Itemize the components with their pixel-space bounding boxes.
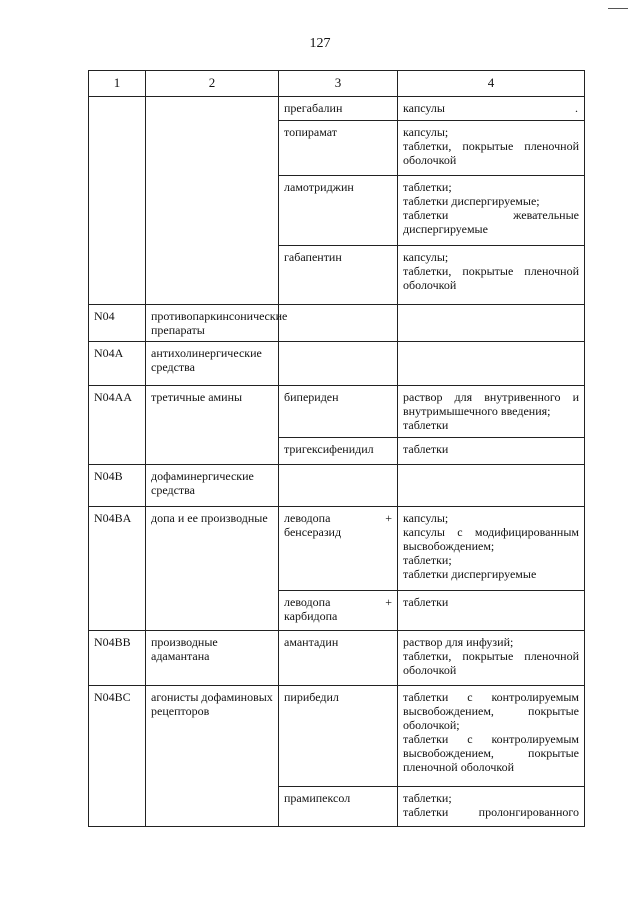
drug-cell: габапентин [279,246,398,305]
forms-cell [398,787,585,827]
atc-code-cell: N04B [89,465,146,507]
forms-cell [398,686,585,787]
forms-cell [398,176,585,246]
page-number: 127 [309,36,331,51]
group-cell: третичные амины [146,386,279,465]
table-row [89,342,585,386]
forms-cell [398,97,585,121]
group-cell: производные адамантана [146,631,279,686]
form-line: таблетки с контролируемым [403,732,579,746]
atc-code-cell: N04BC [89,686,146,827]
group-cell: антихолинергические средства [146,342,279,386]
form-line: таблетки диспергируемые; [403,194,540,208]
drug-cell: ламотриджин [279,176,398,246]
drug-cell: леводопа + карбидопа [279,591,398,631]
forms-cell [398,342,585,386]
form-line: таблетки, покрытые пленочной [403,139,579,153]
drug-cell: прамипексол [279,787,398,827]
header-col-3: 3 [279,71,398,97]
group-cell: дофаминергические средства [146,465,279,507]
form-line: оболочкой [403,153,457,167]
form-line: раствор для внутривенного и [403,390,579,404]
form-line: таблетки [403,418,449,432]
header-col-4: 4 [398,71,585,97]
atc-code-cell: N04 [89,305,146,342]
corner-mark [608,8,628,9]
atc-code-cell [89,97,146,305]
table-row [89,686,585,787]
table-row [89,507,585,591]
atc-code-cell: N04BB [89,631,146,686]
form-line: таблетки с контролируемым [403,690,579,704]
header-col-2: 2 [146,71,279,97]
forms-cell [398,386,585,438]
drug-cell [279,342,398,386]
atc-code-cell: N04BA [89,507,146,631]
drug-cell: топирамат [279,121,398,176]
group-cell: допа и ее производные [146,507,279,631]
form-line: оболочкой [403,278,457,292]
form-line: капсулы; [403,125,449,139]
form-line: таблетки [403,595,449,609]
group-cell: противопаркинсоничеcкие препараты [146,305,279,342]
form-line: высвобождением; [403,539,495,553]
form-line: таблетки; [403,791,452,805]
form-line: таблетки жевательные [403,208,579,222]
table-row [89,305,585,342]
forms-cell [398,438,585,465]
form-line: таблетки, покрытые пленочной [403,264,579,278]
form-line: оболочкой; [403,718,460,732]
drug-cell: прегабалин [279,97,398,121]
form-line: диспергируемые [403,222,488,236]
drug-cell [279,305,398,342]
drug-cell: бипериден [279,386,398,438]
table-row [89,631,585,686]
form-line: оболочкой [403,663,457,677]
form-line: таблетки; [403,180,452,194]
forms-cell [398,591,585,631]
forms-cell [398,246,585,305]
form-line: высвобождением, покрытые [403,746,579,760]
forms-cell [398,465,585,507]
header-col-1: 1 [89,71,146,97]
drug-cell: амантадин [279,631,398,686]
drug-cell: тригексифенидил [279,438,398,465]
forms-cell [398,121,585,176]
group-cell [146,97,279,305]
drug-cell [279,465,398,507]
trailing-mark: . [575,101,578,115]
form-line: капсулы; [403,250,449,264]
table-row [89,386,585,438]
form-line: капсулы с модифицированным [403,525,579,539]
atc-code-cell: N04A [89,342,146,386]
drug-cell: леводопа + бенсеразид [279,507,398,591]
form-line: таблетки; [403,553,452,567]
form-line: пленочной оболочкой [403,760,515,774]
atc-code-cell: N04AA [89,386,146,465]
form-line: высвобождением, покрытые [403,704,579,718]
forms-cell [398,507,585,591]
form-line: таблетки, покрытые пленочной [403,649,579,663]
table-header-row [89,71,585,97]
form-line: раствор для инфузий; [403,635,514,649]
form-line: капсулы; [403,511,449,525]
table-row [89,97,585,121]
form-line: внутримышечного введения; [403,404,551,418]
table-row [89,465,585,507]
form-line: капсулы [403,101,445,115]
forms-cell [398,631,585,686]
drug-cell: пирибедил [279,686,398,787]
form-line: таблетки [403,442,449,456]
group-cell: агонисты дофаминовых рецепторов [146,686,279,827]
form-line: таблетки диспергируемые [403,567,537,581]
form-line: таблетки пролонгированного [403,805,579,819]
forms-cell [398,305,585,342]
drug-table [88,70,585,827]
